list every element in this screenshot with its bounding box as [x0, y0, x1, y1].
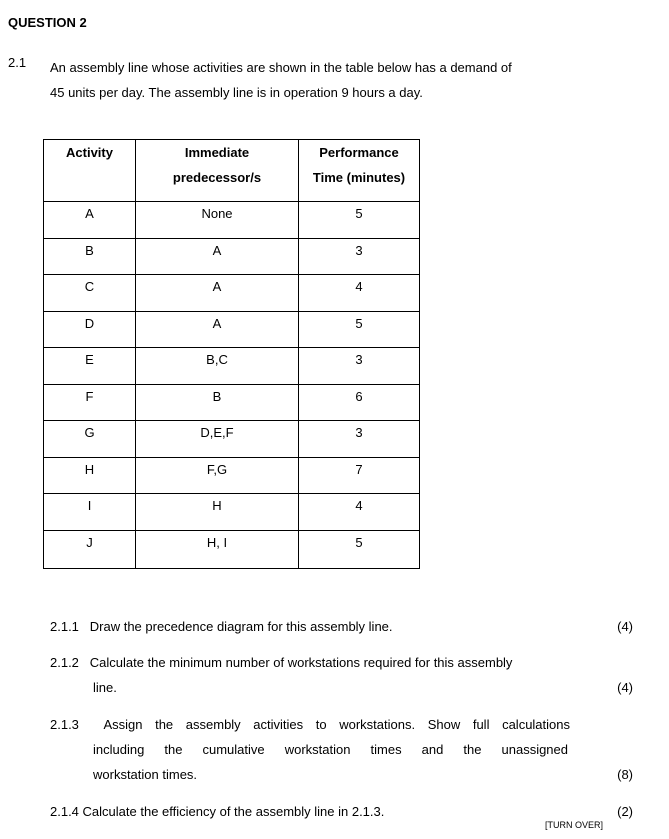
cell-predecessor: B — [136, 384, 299, 421]
subquestion-2-1-2 — [50, 650, 512, 675]
cell-predecessor: B,C — [136, 348, 299, 385]
cell-time: 3 — [299, 348, 420, 385]
cell-activity: B — [44, 238, 136, 275]
intro-line-1: An assembly line whose activities are shown in the table below has a demand of — [50, 60, 512, 75]
cell-time: 5 — [299, 202, 420, 239]
cell-time: 4 — [299, 494, 420, 531]
cell-time: 5 — [299, 530, 420, 568]
cell-activity: E — [44, 348, 136, 385]
cell-time: 3 — [299, 238, 420, 275]
table-row — [44, 348, 420, 385]
subquestion-text: including the cumulative workstation times and the unassigned — [93, 742, 568, 757]
cell-activity: F — [44, 384, 136, 421]
table-row — [44, 275, 420, 312]
section-intro — [50, 55, 610, 105]
subquestion-number: 2.1.2 — [50, 655, 79, 670]
turn-over-footer: [TURN OVER] — [545, 820, 604, 830]
cell-predecessor: A — [136, 238, 299, 275]
cell-activity: C — [44, 275, 136, 312]
subquestion-2-1-1 — [50, 614, 393, 639]
table-row — [44, 421, 420, 458]
table-row — [44, 311, 420, 348]
marks-2-1-3: (8) — [617, 767, 633, 782]
subquestion-number: 2.1.3 — [50, 717, 79, 732]
header-activity: Activity — [44, 140, 136, 202]
cell-predecessor: A — [136, 275, 299, 312]
subquestion-text: Calculate the minimum number of workstations required for this assembly — [89, 655, 513, 670]
table-row — [44, 384, 420, 421]
header-predecessor: Immediate predecessor/s — [136, 140, 299, 202]
cell-time: 5 — [299, 311, 420, 348]
cell-activity: I — [44, 494, 136, 531]
header-performance-time: Performance Time (minutes) — [299, 140, 420, 202]
table-row — [44, 494, 420, 531]
subquestion-number: 2.1.4 — [50, 804, 79, 819]
cell-activity: H — [44, 457, 136, 494]
cell-time: 4 — [299, 275, 420, 312]
marks-2-1-1: (4) — [617, 619, 633, 634]
marks-2-1-4: (2) — [617, 804, 633, 819]
cell-predecessor: F,G — [136, 457, 299, 494]
cell-time: 3 — [299, 421, 420, 458]
subquestion-number: 2.1.1 — [50, 619, 79, 634]
question-title: QUESTION 2 — [8, 15, 87, 30]
cell-predecessor: A — [136, 311, 299, 348]
table-row — [44, 238, 420, 275]
table-row — [44, 457, 420, 494]
cell-predecessor: H — [136, 494, 299, 531]
subquestion-text: Draw the precedence diagram for this assembly line. — [89, 619, 393, 634]
cell-predecessor: H, I — [136, 530, 299, 568]
subquestion-text: workstation times. — [93, 767, 198, 782]
marks-2-1-2: (4) — [617, 680, 633, 695]
cell-activity: J — [44, 530, 136, 568]
cell-predecessor: None — [136, 202, 299, 239]
table-row — [44, 530, 420, 568]
subquestion-text: line. — [93, 680, 117, 695]
cell-activity: G — [44, 421, 136, 458]
cell-activity: D — [44, 311, 136, 348]
intro-line-2: 45 units per day. The assembly line is in operation 9 hours a day. — [50, 85, 423, 100]
activity-table — [43, 139, 420, 569]
subquestion-text: Assign the assembly activities to workstations. Show full calculations — [103, 717, 570, 732]
cell-activity: A — [44, 202, 136, 239]
cell-time: 7 — [299, 457, 420, 494]
section-number: 2.1 — [8, 55, 27, 70]
table-header-row — [44, 140, 420, 202]
subquestion-2-1-3 — [50, 712, 570, 737]
subquestion-2-1-4 — [50, 799, 384, 824]
subquestion-text: Calculate the efficiency of the assembly line in 2.1.3. — [82, 804, 385, 819]
table-row — [44, 202, 420, 239]
cell-predecessor: D,E,F — [136, 421, 299, 458]
cell-time: 6 — [299, 384, 420, 421]
